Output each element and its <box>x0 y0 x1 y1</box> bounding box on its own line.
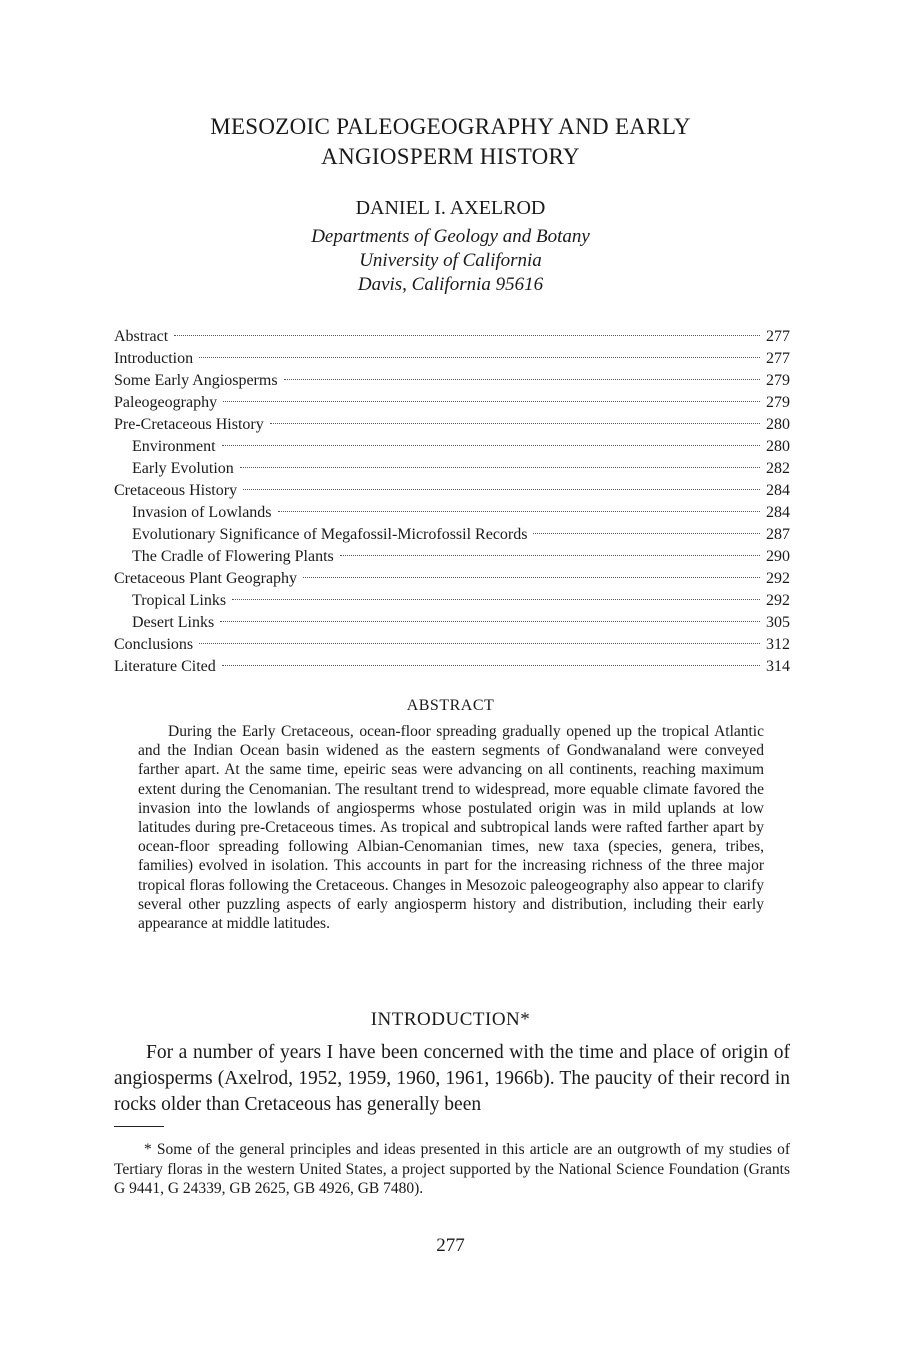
toc-entry-page: 290 <box>766 548 790 565</box>
toc-entry <box>114 436 790 458</box>
toc-leader-dots <box>303 577 760 578</box>
title-line-2: ANGIOSPERM HISTORY <box>321 144 580 169</box>
toc-entry-label: Early Evolution <box>132 460 234 477</box>
toc-entry <box>114 656 790 678</box>
footnote-rule <box>114 1126 164 1127</box>
introduction-text: For a number of years I have been concerned with the time and place of origin of angiosperms (Axelrod, 1952, 1959, 1960, 1961, 1966b). The paucity of their record in rocks older than Cretaceous has generally been <box>114 1042 790 1115</box>
toc-entry-page: 284 <box>766 482 790 499</box>
toc-leader-dots <box>199 357 760 358</box>
author-name: DANIEL I. AXELROD <box>355 197 546 219</box>
introduction-heading: INTRODUCTION* <box>370 1009 531 1030</box>
toc-entry-label: Abstract <box>114 328 169 345</box>
toc-entry <box>114 392 790 414</box>
toc-entry-label: Evolutionary Significance of Megafossil-Microfossil Records <box>132 526 528 543</box>
toc-leader-dots <box>533 533 760 534</box>
toc-entry <box>114 524 790 546</box>
toc-entry <box>114 458 790 480</box>
title-line-1: MESOZOIC PALEOGEOGRAPHY AND EARLY <box>210 114 691 139</box>
toc-entry-page: 279 <box>766 394 790 411</box>
abstract-heading: ABSTRACT <box>406 697 495 714</box>
toc-entry <box>114 370 790 392</box>
toc-entry <box>114 590 790 612</box>
affiliation-line-1: Departments of Geology and Botany <box>311 226 590 247</box>
toc-entry-page: 279 <box>766 372 790 389</box>
toc-leader-dots <box>199 643 760 644</box>
article-title <box>0 112 901 172</box>
toc-entry-label: Cretaceous Plant Geography <box>114 570 298 587</box>
toc-entry-page: 282 <box>766 460 790 477</box>
toc-leader-dots <box>284 379 760 380</box>
toc-entry-label: Desert Links <box>132 614 215 631</box>
toc-entry-label: Literature Cited <box>114 658 216 675</box>
toc-entry <box>114 326 790 348</box>
toc-entry <box>114 568 790 590</box>
toc-entry <box>114 612 790 634</box>
toc-leader-dots <box>243 489 760 490</box>
toc-entry-page: 280 <box>766 438 790 455</box>
toc-entry-page: 305 <box>766 614 790 631</box>
footnote-text: * Some of the general principles and ideas presented in this article are an outgrowth of my studies of Tertiary floras in the western United States, a project supported by the National Science Foundation (Grants G 9441, G 24339, GB 2625, GB 4926, GB 7480). <box>114 1141 790 1197</box>
toc-entry-page: 287 <box>766 526 790 543</box>
toc-entry-page: 314 <box>766 658 790 675</box>
toc-entry-page: 292 <box>766 592 790 609</box>
toc-entry-label: Invasion of Lowlands <box>132 504 272 521</box>
toc-entry-label: Environment <box>132 438 216 455</box>
toc-leader-dots <box>270 423 760 424</box>
toc-entry <box>114 414 790 436</box>
page-number: 277 <box>436 1235 465 1256</box>
toc-entry <box>114 348 790 370</box>
affiliation-line-3: Davis, California 95616 <box>357 274 544 295</box>
toc-entry-label: The Cradle of Flowering Plants <box>132 548 334 565</box>
toc-leader-dots <box>222 665 760 666</box>
toc-leader-dots <box>223 401 760 402</box>
toc-entry-page: 277 <box>766 350 790 367</box>
toc-entry-page: 312 <box>766 636 790 653</box>
table-of-contents <box>114 326 790 678</box>
toc-entry <box>114 480 790 502</box>
toc-leader-dots <box>240 467 760 468</box>
toc-leader-dots <box>278 511 760 512</box>
abstract-text: During the Early Cretaceous, ocean-floor spreading gradually opened up the tropical Atlantic and the Indian Ocean basin widened as the eastern segments of Gondwanaland were conveyed farther apart. At the same time, epeiric seas were advancing on all continents, reaching maximum extent during the Cenomanian. The resultant trend to widespread, more equable climate favored the invasion into the lowlands of angiosperms whose postulated origin was in mild uplands at low latitudes during pre-Cretaceous times. As tropical and subtropical lands were rafted farther apart by ocean-floor spreading following Albian-Cenomanian times, new taxa (species, genera, tribes, families) evolved in isolation. This accounts in part for the increasing richness of the three major tropical floras following the Cretaceous. Changes in Mesozoic paleogeography also appear to clarify several other puzzling aspects of early angiosperm history and distribution, including their early appearance at middle latitudes. <box>138 723 764 933</box>
toc-entry-label: Some Early Angiosperms <box>114 372 278 389</box>
toc-entry <box>114 502 790 524</box>
toc-entry <box>114 634 790 656</box>
toc-entry-label: Cretaceous History <box>114 482 238 499</box>
affiliation-line-2: University of California <box>359 250 542 271</box>
toc-leader-dots <box>340 555 760 556</box>
toc-leader-dots <box>174 335 760 336</box>
toc-entry-label: Introduction <box>114 350 194 367</box>
toc-leader-dots <box>220 621 760 622</box>
toc-entry-page: 277 <box>766 328 790 345</box>
toc-leader-dots <box>232 599 760 600</box>
toc-entry <box>114 546 790 568</box>
toc-entry-page: 280 <box>766 416 790 433</box>
toc-entry-label: Conclusions <box>114 636 194 653</box>
toc-entry-page: 284 <box>766 504 790 521</box>
toc-entry-label: Tropical Links <box>132 592 227 609</box>
toc-entry-label: Paleogeography <box>114 394 218 411</box>
toc-entry-page: 292 <box>766 570 790 587</box>
toc-entry-label: Pre-Cretaceous History <box>114 416 264 433</box>
author-affiliation <box>0 225 901 297</box>
toc-leader-dots <box>222 445 760 446</box>
